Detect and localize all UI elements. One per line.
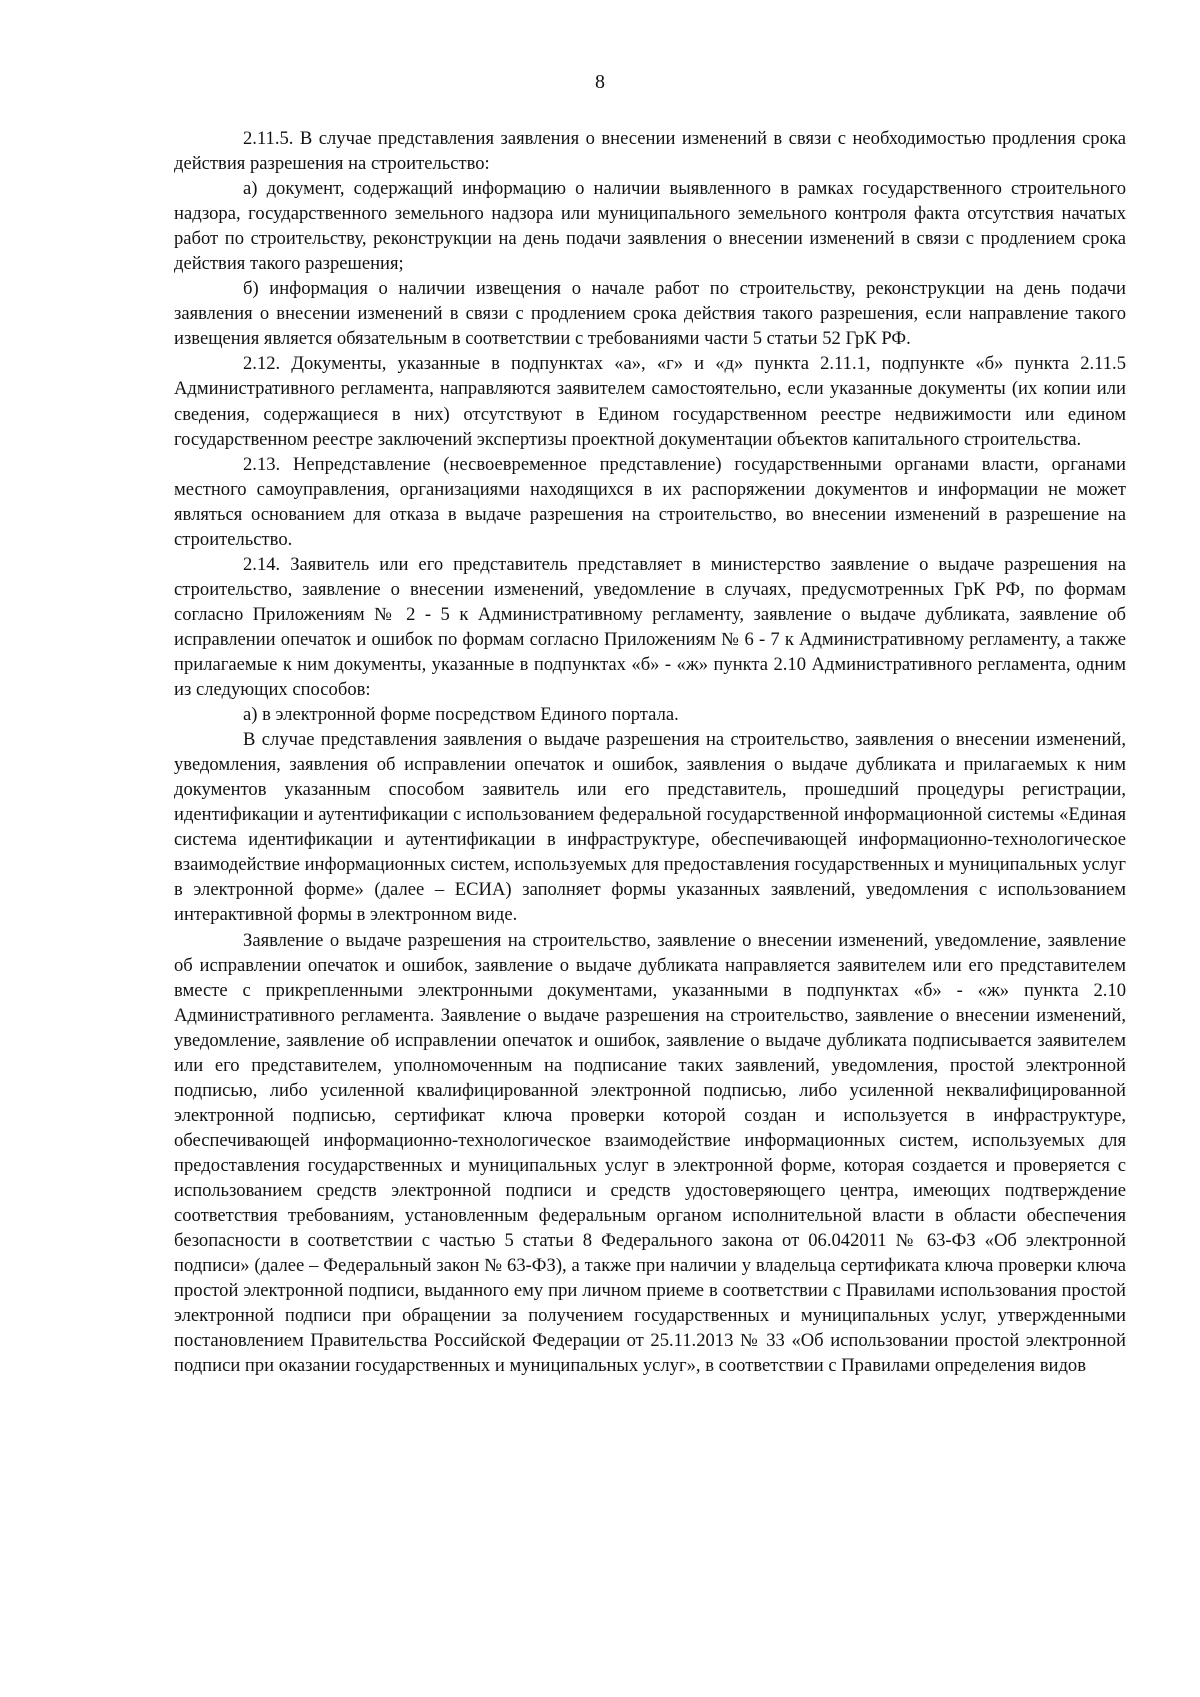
paragraph-signature-requirements: Заявление о выдаче разрешения на строительство, заявление о внесении изменений, уведомление, заявление об исправлении опечаток и ошибок, заявление о выдаче дубликата направляется заявителем или его представителем вместе с прикрепленными электронными документами, указанными в подпунктах «б» - «ж» пункта 2.10 Административного регламента. Заявление о выдаче разрешения на строительство, заявление о внесении изменений, уведомление, заявление об исправлении опечаток и ошибок, заявление о выдаче дубликата подписывается заявителем или его представителем, уполномоченным на подписание таких заявлений, уведомления, простой электронной подписью, либо усиленной квалифицированной электронной подписью, либо усиленной неквалифицированной электронной подписью, сертификат ключа проверки которой создан и используется в инфраструктуре, обеспечивающей информационно-технологическое взаимодействие информационных систем, используемых для предоставления государственных и муниципальных услуг в электронной форме, которая создается и проверяется с использованием средств электронной подписи и средств удостоверяющего центра, имеющих подтверждение соответствия требованиям, установленным федеральным органом исполнительной власти в области обеспечения безопасности в соответствии с частью 5 статьи 8 Федерального закона от 06.042011 № 63-ФЗ «Об электронной подписи» (далее – Федеральный закон № 63-ФЗ), а также при наличии у владельца сертификата ключа проверки ключа простой электронной подписи, выданного ему при личном приеме в соответствии с Правилами использования простой электронной подписи при обращении за получением государственных и муниципальных услуг, утвержденными постановлением Правительства Российской Федерации от 25.11.2013 № 33 «Об использовании простой электронной подписи при оказании государственных и муниципальных услуг», в соответствии с Правилами определения видов [174, 929, 1126, 1377]
paragraph-2-11-5-a: а) документ, содержащий информацию о наличии выявленного в рамках государственного строительного надзора, государственного земельного надзора или муниципального земельного контроля факта отсутствия начатых работ по строительству, реконструкции на день подачи заявления о внесении изменений в связи с продлением срока действия такого разрешения; [174, 178, 1126, 275]
paragraph-2-14-a: а) в электронной форме посредством Единого портала. [243, 704, 679, 726]
paragraph-2-11-5: 2.11.5. В случае представления заявления о внесении изменений в связи с необходимостью продления срока действия разрешения на строительство: [174, 128, 1126, 175]
paragraph-2-12: 2.12. Документы, указанные в подпунктах «а», «г» и «д» пункта 2.11.1, подпункте «б» пункта 2.11.5 Административного регламента, направляются заявителем самостоятельно, если указанные документы (их копии или сведения, содержащиеся в них) отсутствуют в Едином государственном реестре недвижимости или едином государственном реестре заключений экспертизы проектной документации объектов капитального строительства. [174, 353, 1126, 450]
page-number: 8 [595, 71, 605, 93]
paragraph-2-11-5-b: б) информация о наличии извещения о начале работ по строительству, реконструкции на день подачи заявления о внесении изменений в связи с продлением срока действия такого разрешения, если направление такого извещения является обязательным в соответствии с требованиями части 5 статьи 52 ГрК РФ. [174, 278, 1126, 350]
paragraph-2-13: 2.13. Непредставление (несвоевременное представление) государственными органами власти, органами местного самоуправления, организациями находящихся в их распоряжении документов и информации не может являться основанием для отказа в выдаче разрешения на строительство, во внесении изменений в разрешение на строительство. [174, 453, 1126, 550]
document-body [174, 126, 1126, 1378]
paragraph-electronic-submission: В случае представления заявления о выдаче разрешения на строительство, заявления о внесении изменений, уведомления, заявления об исправлении опечаток и ошибок, заявления о выдаче дубликата и прилагаемых к ним документов указанным способом заявитель или его представитель, прошедший процедуры регистрации, идентификации и аутентификации с использованием федеральной государственной информационной системы «Единая система идентификации и аутентификации в инфраструктуре, обеспечивающей информационно-технологическое взаимодействие информационных систем, используемых для предоставления государственных и муниципальных услуг в электронной форме» (далее – ЕСИА) заполняет формы указанных заявлений, уведомления с использованием интерактивной формы в электронном виде. [174, 729, 1126, 926]
paragraph-2-14: 2.14. Заявитель или его представитель представляет в министерство заявление о выдаче разрешения на строительство, заявление о внесении изменений, уведомление в случаях, предусмотренных ГрК РФ, по формам согласно Приложениям № 2 - 5 к Административному регламенту, заявление о выдаче дубликата, заявление об исправлении опечаток и ошибок по формам согласно Приложениям № 6 - 7 к Административному регламенту, а также прилагаемые к ним документы, указанные в подпунктах «б» - «ж» пункта 2.10 Административного регламента, одним из следующих способов: [174, 553, 1126, 701]
